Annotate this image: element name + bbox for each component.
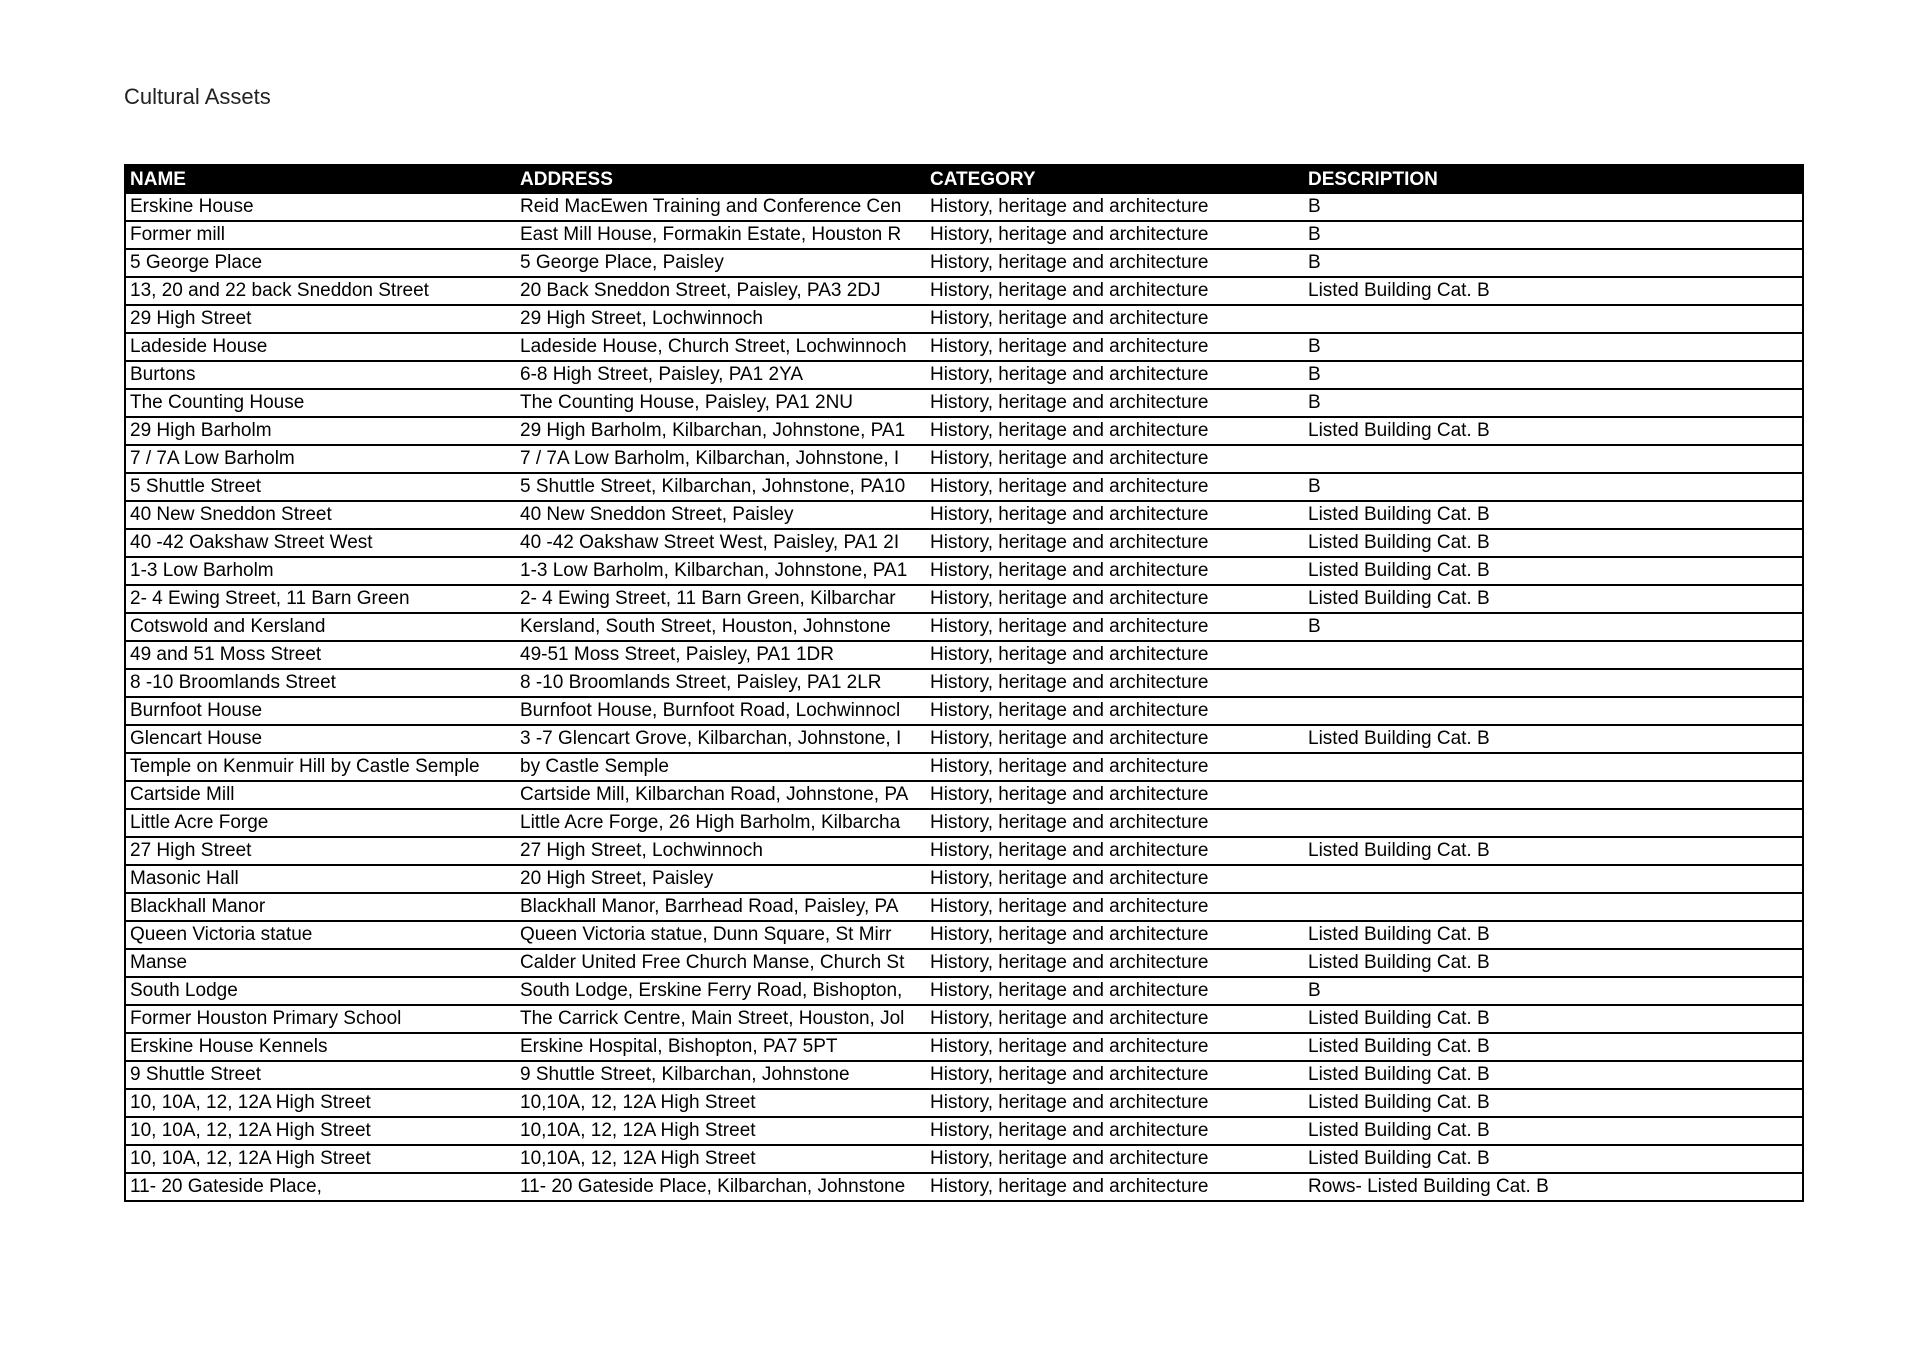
cell-description <box>1304 809 1802 837</box>
cell-description <box>1304 669 1802 697</box>
cell-address: 2- 4 Ewing Street, 11 Barn Green, Kilbarchar <box>516 585 926 613</box>
cell-address: 10,10A, 12, 12A High Street <box>516 1089 926 1117</box>
table-row <box>126 725 1802 753</box>
cell-category: History, heritage and architecture <box>926 837 1304 865</box>
table-row <box>126 1033 1802 1061</box>
table-row <box>126 445 1802 473</box>
cell-name: South Lodge <box>126 977 516 1005</box>
cell-address: 29 High Barholm, Kilbarchan, Johnstone, PA1 <box>516 417 926 445</box>
cell-description: Listed Building Cat. B <box>1304 501 1802 529</box>
cell-address: Calder United Free Church Manse, Church St <box>516 949 926 977</box>
cell-name: Cotswold and Kersland <box>126 613 516 641</box>
cell-description: Rows- Listed Building Cat. B <box>1308 1176 1549 1197</box>
table-row <box>126 1145 1802 1173</box>
table-row <box>126 949 1802 977</box>
cell-name: Little Acre Forge <box>126 809 516 837</box>
cell-address: 20 Back Sneddon Street, Paisley, PA3 2DJ <box>516 277 926 305</box>
cell-category: History, heritage and architecture <box>926 613 1304 641</box>
cultural-assets-table-container <box>124 164 1804 1202</box>
cell-description <box>1304 697 1802 725</box>
column-header-category: CATEGORY <box>926 166 1304 194</box>
cell-description: Listed Building Cat. B <box>1304 1117 1802 1145</box>
cell-name: Queen Victoria statue <box>126 921 516 949</box>
cell-address: by Castle Semple <box>516 753 926 781</box>
cell-name: Erskine House <box>126 194 516 221</box>
cell-description: B <box>1304 389 1802 417</box>
cell-address: 9 Shuttle Street, Kilbarchan, Johnstone <box>516 1061 926 1089</box>
cell-address: Burnfoot House, Burnfoot Road, Lochwinnocl <box>516 697 926 725</box>
cell-category: History, heritage and architecture <box>926 585 1304 613</box>
cell-category: History, heritage and architecture <box>926 1117 1304 1145</box>
cell-name: 2- 4 Ewing Street, 11 Barn Green <box>126 585 516 613</box>
table-row <box>126 921 1802 949</box>
table-row <box>126 865 1802 893</box>
cell-address: The Carrick Centre, Main Street, Houston, Jol <box>516 1005 926 1033</box>
table-row <box>126 585 1802 613</box>
cell-description: Listed Building Cat. B <box>1304 585 1802 613</box>
cell-category: History, heritage and architecture <box>926 865 1304 893</box>
cell-category: History, heritage and architecture <box>926 893 1304 921</box>
cell-description: B <box>1304 473 1802 501</box>
cell-description: B <box>1304 333 1802 361</box>
cell-address: South Lodge, Erskine Ferry Road, Bishopton, <box>516 977 926 1005</box>
cell-name: 5 George Place <box>126 249 516 277</box>
cell-name: Temple on Kenmuir Hill by Castle Semple <box>126 753 516 781</box>
cell-address: Little Acre Forge, 26 High Barholm, Kilbarcha <box>516 809 926 837</box>
cell-address: Reid MacEwen Training and Conference Cen <box>516 194 926 221</box>
cell-category: History, heritage and architecture <box>926 277 1304 305</box>
cell-name: Former Houston Primary School <box>126 1005 516 1033</box>
cell-description: Listed Building Cat. B <box>1304 921 1802 949</box>
cell-category: History, heritage and architecture <box>926 753 1304 781</box>
cell-description: Listed Building Cat. B <box>1304 949 1802 977</box>
table-row <box>126 1005 1802 1033</box>
table-row <box>126 501 1802 529</box>
cell-name: Ladeside House <box>126 333 516 361</box>
cell-name: 10, 10A, 12, 12A High Street <box>126 1117 516 1145</box>
cell-address: 40 New Sneddon Street, Paisley <box>516 501 926 529</box>
cell-description: Listed Building Cat. B <box>1304 1089 1802 1117</box>
cell-description: Listed Building Cat. B <box>1304 1145 1802 1173</box>
cell-name: 29 High Street <box>126 305 516 333</box>
table-row <box>126 473 1802 501</box>
cell-name: Erskine House Kennels <box>126 1033 516 1061</box>
cell-name: 1-3 Low Barholm <box>126 557 516 585</box>
cell-name: 5 Shuttle Street <box>126 473 516 501</box>
cell-description <box>1304 445 1802 473</box>
cell-category: History, heritage and architecture <box>926 809 1304 837</box>
cell-description <box>1304 641 1802 669</box>
table-row <box>126 361 1802 389</box>
cell-address: Blackhall Manor, Barrhead Road, Paisley, PA <box>516 893 926 921</box>
table-body <box>126 194 1802 1200</box>
cell-name: Former mill <box>126 221 516 249</box>
cell-name: The Counting House <box>126 389 516 417</box>
cell-name: 10, 10A, 12, 12A High Street <box>126 1089 516 1117</box>
cell-category: History, heritage and architecture <box>926 389 1304 417</box>
table-row <box>126 613 1802 641</box>
cell-category: History, heritage and architecture <box>926 1061 1304 1089</box>
cell-description <box>1304 305 1802 333</box>
cell-category: History, heritage and architecture <box>926 921 1304 949</box>
cell-description: B <box>1304 221 1802 249</box>
cell-category: History, heritage and architecture <box>926 697 1304 725</box>
cell-address: 40 -42 Oakshaw Street West, Paisley, PA1 2I <box>516 529 926 557</box>
cell-category: History, heritage and architecture <box>926 529 1304 557</box>
cell-description: Listed Building Cat. B <box>1304 837 1802 865</box>
table-row <box>126 529 1802 557</box>
cell-description <box>1304 893 1802 921</box>
cell-description: Listed Building Cat. B <box>1304 277 1802 305</box>
table-row <box>126 417 1802 445</box>
cell-address: 29 High Street, Lochwinnoch <box>516 305 926 333</box>
cell-name: 27 High Street <box>126 837 516 865</box>
cell-name: Cartside Mill <box>126 781 516 809</box>
cell-description: B <box>1304 249 1802 277</box>
cell-name: 13, 20 and 22 back Sneddon Street <box>126 277 516 305</box>
cell-name: Burtons <box>126 361 516 389</box>
table-row <box>126 1173 1802 1200</box>
cell-name: Glencart House <box>126 725 516 753</box>
cell-description: B <box>1304 613 1802 641</box>
cell-category: History, heritage and architecture <box>926 361 1304 389</box>
cell-address: 5 Shuttle Street, Kilbarchan, Johnstone, PA10 <box>516 473 926 501</box>
cell-name: 49 and 51 Moss Street <box>126 641 516 669</box>
cell-category: History, heritage and architecture <box>926 977 1304 1005</box>
table-row <box>126 781 1802 809</box>
column-header-address: ADDRESS <box>516 166 926 194</box>
cell-name: 11- 20 Gateside Place, <box>130 1176 322 1197</box>
cell-address: Kersland, South Street, Houston, Johnstone <box>516 613 926 641</box>
table-row <box>126 977 1802 1005</box>
page-title: Cultural Assets <box>124 84 271 109</box>
cell-name: Burnfoot House <box>126 697 516 725</box>
table-row <box>126 194 1802 221</box>
cell-address: 6-8 High Street, Paisley, PA1 2YA <box>516 361 926 389</box>
cultural-assets-table <box>126 166 1802 1200</box>
cell-address: 49-51 Moss Street, Paisley, PA1 1DR <box>516 641 926 669</box>
table-row <box>126 809 1802 837</box>
cell-address: 20 High Street, Paisley <box>516 865 926 893</box>
cell-category: History, heritage and architecture <box>926 725 1304 753</box>
cell-description: Listed Building Cat. B <box>1304 417 1802 445</box>
cell-name: 10, 10A, 12, 12A High Street <box>126 1145 516 1173</box>
cell-name: 7 / 7A Low Barholm <box>126 445 516 473</box>
cell-address: Erskine Hospital, Bishopton, PA7 5PT <box>516 1033 926 1061</box>
cell-description: Listed Building Cat. B <box>1304 1061 1802 1089</box>
cell-category: History, heritage and architecture <box>926 781 1304 809</box>
cell-description <box>1304 865 1802 893</box>
cell-category: History, heritage and architecture <box>926 445 1304 473</box>
table-row <box>126 389 1802 417</box>
cell-category: History, heritage and architecture <box>926 1145 1304 1173</box>
cell-address: 5 George Place, Paisley <box>516 249 926 277</box>
cell-address: 7 / 7A Low Barholm, Kilbarchan, Johnstone, I <box>516 445 926 473</box>
cell-description: Listed Building Cat. B <box>1304 529 1802 557</box>
cell-category: History, heritage and architecture <box>926 417 1304 445</box>
column-header-name: NAME <box>126 166 516 194</box>
table-row <box>126 1089 1802 1117</box>
cell-category: History, heritage and architecture <box>926 1005 1304 1033</box>
cell-address: Cartside Mill, Kilbarchan Road, Johnstone, PA <box>516 781 926 809</box>
cell-category: History, heritage and architecture <box>926 473 1304 501</box>
table-row <box>126 1117 1802 1145</box>
cell-category: History, heritage and architecture <box>926 333 1304 361</box>
cell-category: History, heritage and architecture <box>926 249 1304 277</box>
table-row <box>126 333 1802 361</box>
cell-address: 3 -7 Glencart Grove, Kilbarchan, Johnstone, I <box>516 725 926 753</box>
cell-description: Listed Building Cat. B <box>1304 557 1802 585</box>
table-row <box>126 557 1802 585</box>
cell-address: 27 High Street, Lochwinnoch <box>516 837 926 865</box>
cell-category: History, heritage and architecture <box>926 949 1304 977</box>
cell-name: Manse <box>126 949 516 977</box>
cell-category: History, heritage and architecture <box>926 194 1304 221</box>
cell-description <box>1304 781 1802 809</box>
table-row <box>126 249 1802 277</box>
cell-description: B <box>1304 361 1802 389</box>
cell-category: History, heritage and architecture <box>930 1176 1209 1197</box>
cell-address: The Counting House, Paisley, PA1 2NU <box>516 389 926 417</box>
cell-address: 10,10A, 12, 12A High Street <box>516 1145 926 1173</box>
cell-name: 40 New Sneddon Street <box>126 501 516 529</box>
table-row <box>126 837 1802 865</box>
table-row <box>126 277 1802 305</box>
cell-description: Listed Building Cat. B <box>1304 725 1802 753</box>
cell-address: 1-3 Low Barholm, Kilbarchan, Johnstone, PA1 <box>516 557 926 585</box>
cell-name: 29 High Barholm <box>126 417 516 445</box>
cell-address: 10,10A, 12, 12A High Street <box>516 1117 926 1145</box>
cell-category: History, heritage and architecture <box>926 669 1304 697</box>
cell-description: B <box>1304 194 1802 221</box>
cell-address: East Mill House, Formakin Estate, Houston R <box>516 221 926 249</box>
cell-category: History, heritage and architecture <box>926 557 1304 585</box>
cell-name: Blackhall Manor <box>126 893 516 921</box>
cell-name: Masonic Hall <box>126 865 516 893</box>
cell-description: B <box>1304 977 1802 1005</box>
column-header-description: DESCRIPTION <box>1304 166 1802 194</box>
table-row <box>126 669 1802 697</box>
cell-category: History, heritage and architecture <box>926 1033 1304 1061</box>
cell-address: Ladeside House, Church Street, Lochwinnoch <box>516 333 926 361</box>
table-row <box>126 641 1802 669</box>
table-row <box>126 305 1802 333</box>
table-row <box>126 221 1802 249</box>
table-header-row <box>126 166 1802 194</box>
table-row <box>126 893 1802 921</box>
cell-address: Queen Victoria statue, Dunn Square, St Mirr <box>516 921 926 949</box>
cell-category: History, heritage and architecture <box>926 1089 1304 1117</box>
cell-address: 11- 20 Gateside Place, Kilbarchan, Johnstone <box>520 1176 906 1197</box>
cell-name: 9 Shuttle Street <box>126 1061 516 1089</box>
cell-category: History, heritage and architecture <box>926 221 1304 249</box>
cell-description: Listed Building Cat. B <box>1304 1005 1802 1033</box>
table-row <box>126 697 1802 725</box>
cell-category: History, heritage and architecture <box>926 501 1304 529</box>
table-row <box>126 1061 1802 1089</box>
cell-category: History, heritage and architecture <box>926 641 1304 669</box>
cell-name: 40 -42 Oakshaw Street West <box>126 529 516 557</box>
cell-name: 8 -10 Broomlands Street <box>126 669 516 697</box>
cell-description: Listed Building Cat. B <box>1304 1033 1802 1061</box>
cell-description <box>1304 753 1802 781</box>
cell-category: History, heritage and architecture <box>926 305 1304 333</box>
table-row <box>126 753 1802 781</box>
cell-address: 8 -10 Broomlands Street, Paisley, PA1 2LR <box>516 669 926 697</box>
